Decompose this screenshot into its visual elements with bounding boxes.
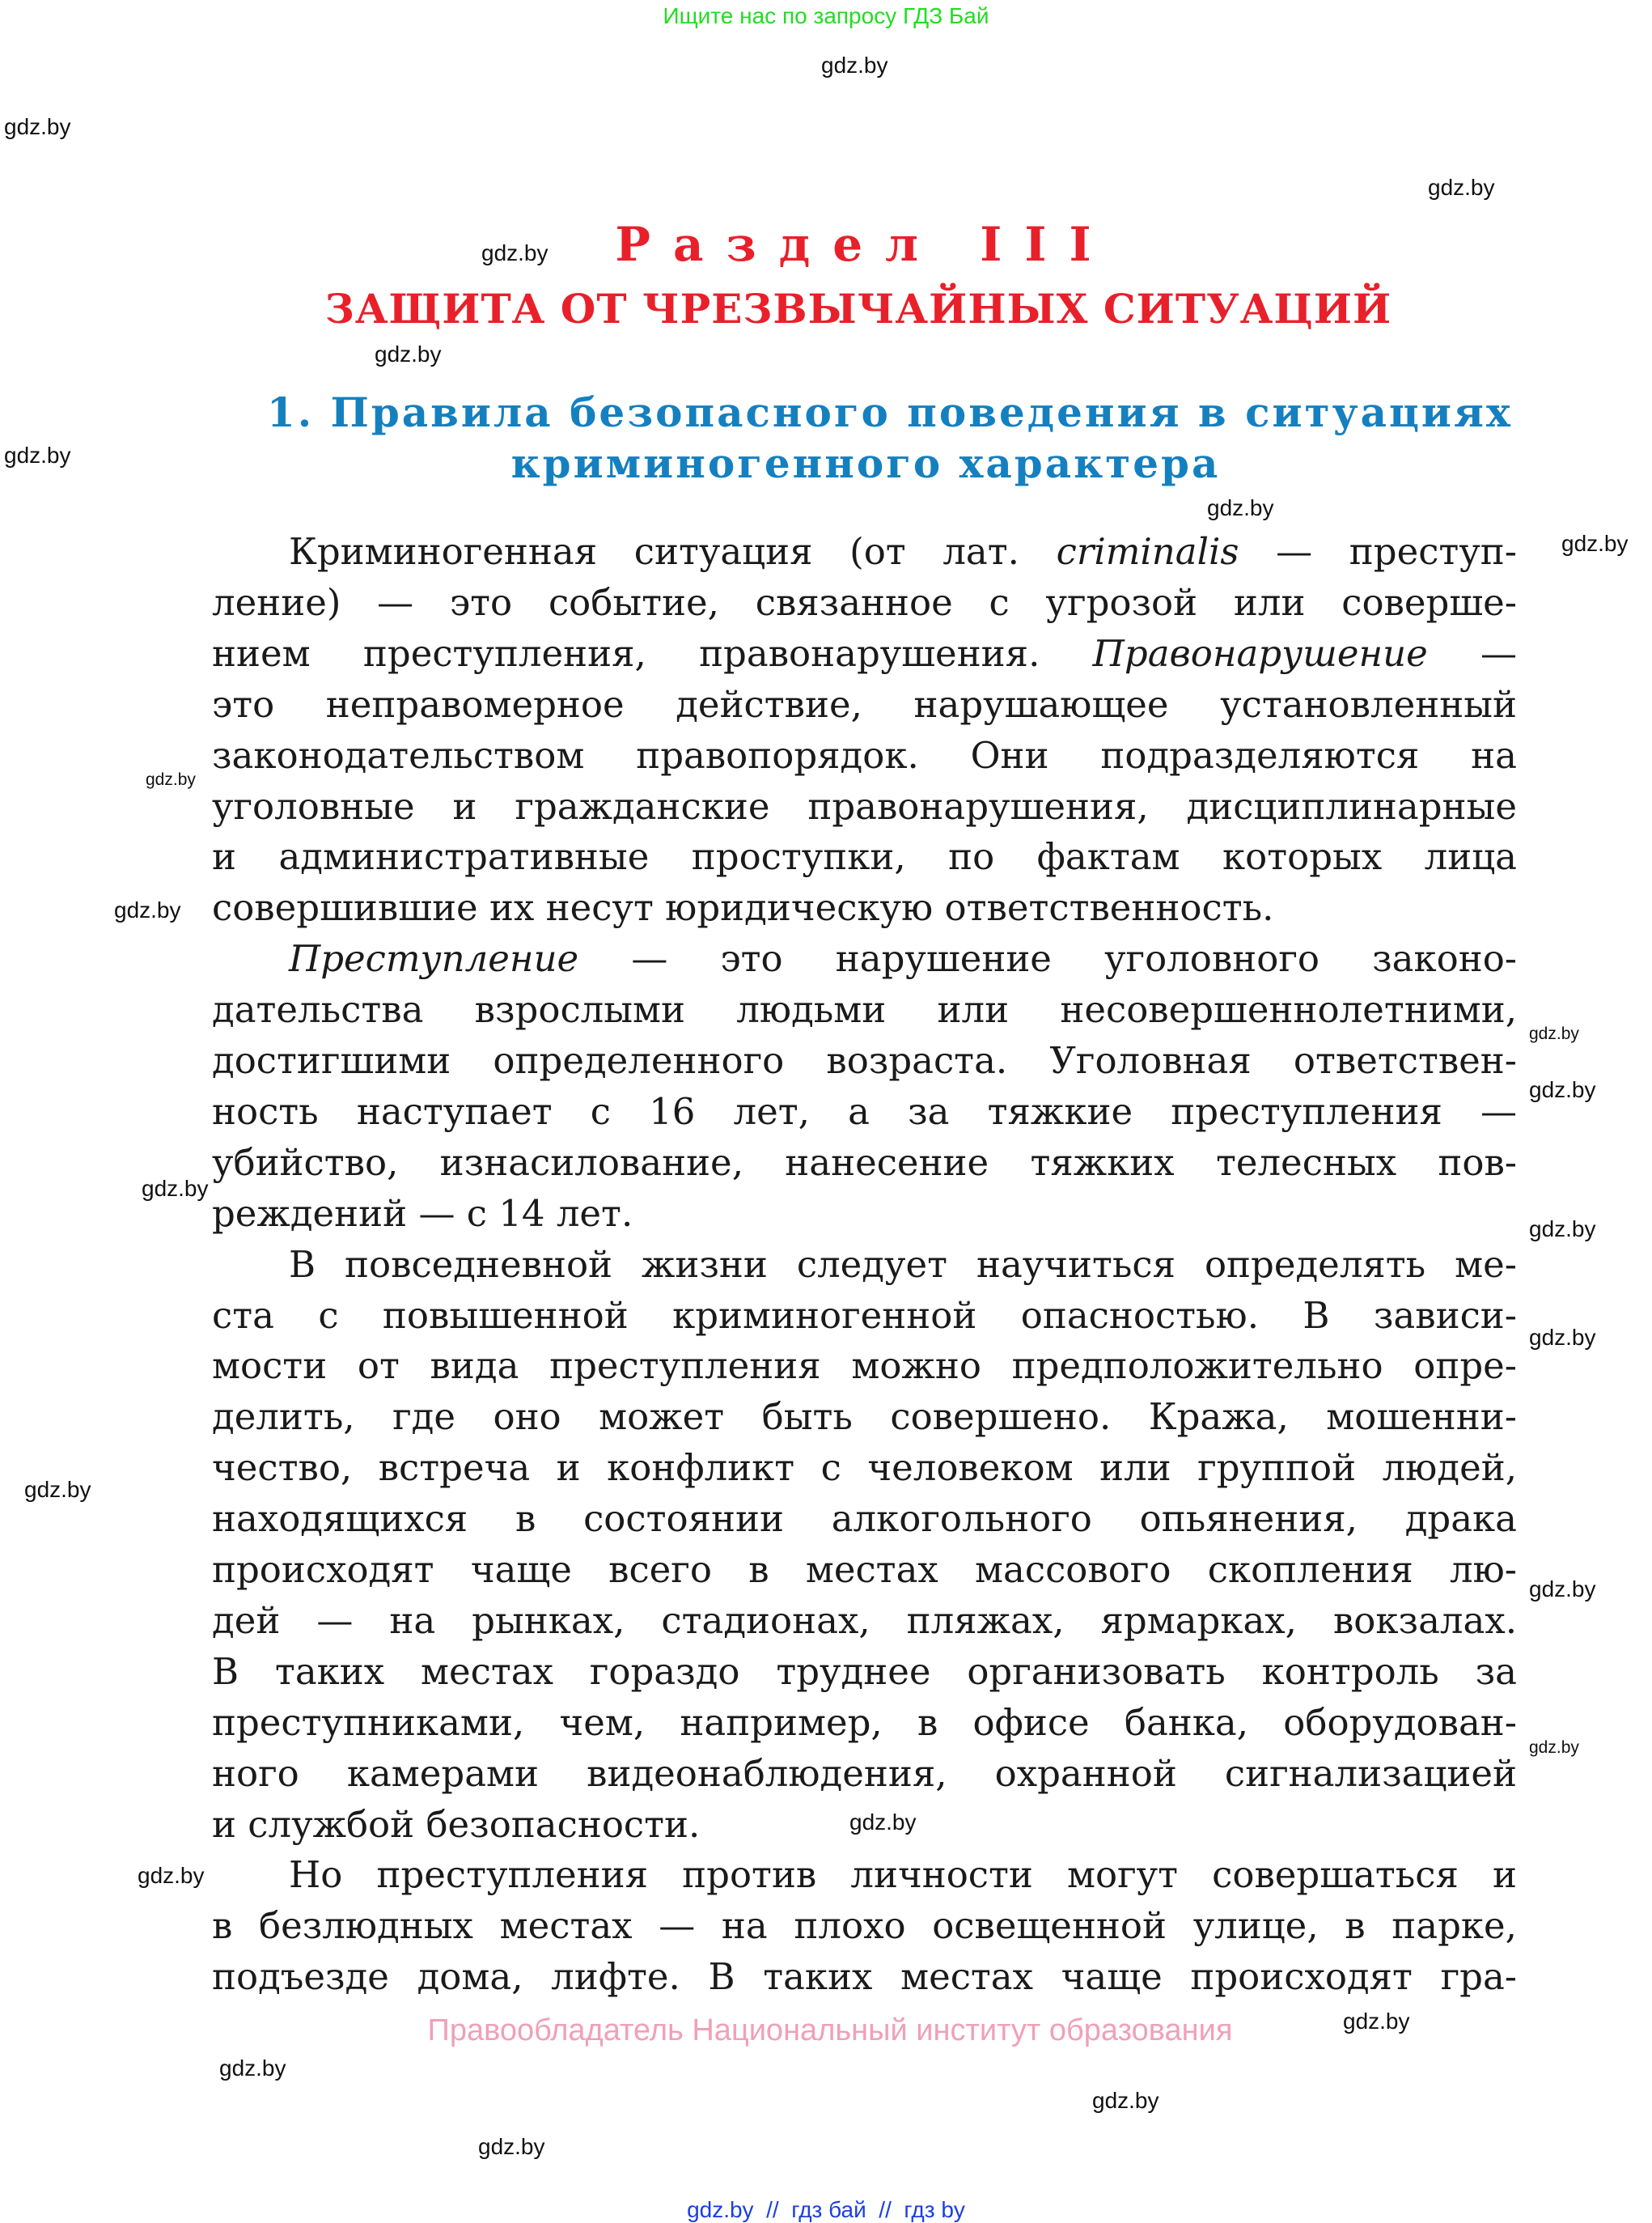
text-segment: убийство, изнасилование, нанесение тяжких телесных пов- xyxy=(212,1140,1517,1184)
text-segment: достигшими определенного возраста. Уголовная ответствен- xyxy=(212,1039,1517,1082)
watermark: gdz.by xyxy=(1529,1325,1596,1350)
text-line xyxy=(212,1748,1517,1799)
text-segment: мости от вида преступления можно предположительно опре- xyxy=(212,1344,1517,1388)
italic-term: Преступление xyxy=(289,937,579,981)
text-line xyxy=(212,1493,1517,1544)
text-segment: и службой безопасности. xyxy=(212,1802,701,1846)
watermark: gdz.by xyxy=(1529,1738,1579,1757)
watermark: gdz.by xyxy=(821,53,888,78)
text-segment: — преступ- xyxy=(1239,530,1517,573)
text-line xyxy=(212,679,1517,730)
text-line xyxy=(212,1391,1517,1442)
section-label: Раздел III xyxy=(615,217,1114,272)
text-segment: уголовные и гражданские правонарушения, дисциплинарные xyxy=(212,784,1517,828)
text-line xyxy=(212,1951,1517,2002)
text-segment: ного камерами видеонаблюдения, охранной сигнализацией xyxy=(212,1751,1517,1795)
watermark: gdz.by xyxy=(1529,1216,1596,1241)
text-segment: Но преступления против личности могут совершаться и xyxy=(289,1853,1517,1897)
watermark: gdz.by xyxy=(478,2134,545,2159)
text-segment: чество, встреча и конфликт с человеком или группой людей, xyxy=(212,1446,1517,1490)
text-line xyxy=(212,1035,1517,1086)
text-line xyxy=(212,1900,1517,1951)
text-line xyxy=(212,577,1517,628)
text-segment: подъезде дома, лифте. В таких местах чаще происходят гра- xyxy=(212,1955,1517,1999)
text-segment: Криминогенная ситуация (от лат. xyxy=(289,530,1057,573)
text-segment: находящихся в состоянии алкогольного опьянения, драка xyxy=(212,1497,1517,1541)
text-segment: — это нарушение уголовного законо- xyxy=(578,937,1517,981)
watermark: gdz.by xyxy=(142,1176,209,1201)
watermark: gdz.by xyxy=(1428,175,1495,200)
text-segment: законодательством правопорядок. Они подразделяются на xyxy=(212,733,1517,777)
text-line xyxy=(212,1086,1517,1137)
text-segment: происходят чаще всего в местах массового скопления лю- xyxy=(212,1548,1517,1591)
watermark: gdz.by xyxy=(1207,495,1274,520)
watermark: gdz.by xyxy=(1343,2009,1410,2034)
text-line xyxy=(289,933,1517,984)
text-line xyxy=(212,1188,1517,1239)
text-segment: в безлюдных местах — на плохо освещенной улице, в парке, xyxy=(212,1904,1517,1948)
text-line xyxy=(212,1290,1517,1341)
watermark: gdz.by xyxy=(146,770,196,789)
watermark: gdz.by xyxy=(219,2055,286,2081)
watermark: gdz.by xyxy=(849,1809,917,1835)
text-segment: делить, где оно может быть совершено. Кража, мошенни- xyxy=(212,1395,1517,1439)
text-line xyxy=(289,526,1517,577)
watermark: gdz.by xyxy=(481,240,549,265)
text-line xyxy=(212,1544,1517,1595)
text-line xyxy=(212,1646,1517,1697)
text-line xyxy=(212,730,1517,781)
section-title: ЗАЩИТА ОТ ЧРЕЗВЫЧАЙНЫХ СИТУАЦИЙ xyxy=(324,285,1392,333)
italic-term: criminalis xyxy=(1056,530,1239,573)
text-line xyxy=(212,781,1517,832)
text-line xyxy=(212,984,1517,1035)
text-line xyxy=(289,1849,1517,1900)
text-segment: это неправомерное действие, нарушающее установленный xyxy=(212,682,1517,726)
watermark: gdz.by xyxy=(1561,531,1629,556)
watermark: gdz.by xyxy=(114,897,181,923)
copyright-notice: Правообладатель Национальный институт образования xyxy=(427,2013,1233,2047)
watermark: gdz.by xyxy=(375,342,442,367)
text-segment: дей — на рынках, стадионах, пляжах, ярмарках, вокзалах. xyxy=(212,1598,1517,1642)
watermark: gdz.by xyxy=(1529,1077,1596,1102)
search-hint-banner: Ищите нас по запросу ГДЗ Бай xyxy=(663,3,989,28)
text-line xyxy=(212,882,1517,933)
text-segment: совершившие их несут юридическую ответственность. xyxy=(212,886,1274,930)
footer-links[interactable]: gdz.by // гдз бай // гдз by xyxy=(687,2197,965,2222)
text-segment: В таких местах гораздо труднее организовать контроль за xyxy=(212,1649,1517,1693)
text-segment: дательства взрослыми людьми или несовершеннолетними, xyxy=(212,988,1517,1032)
text-line xyxy=(289,1239,1517,1290)
watermark: gdz.by xyxy=(138,1863,205,1888)
text-segment: — xyxy=(1427,631,1517,675)
text-segment: преступниками, чем, например, в офисе банка, оборудован- xyxy=(212,1700,1517,1744)
text-line xyxy=(212,1442,1517,1493)
text-line xyxy=(212,628,1517,679)
text-segment: и административные проступки, по фактам которых лица xyxy=(212,835,1517,879)
watermark: gdz.by xyxy=(4,114,71,139)
watermark: gdz.by xyxy=(1092,2088,1159,2113)
text-line xyxy=(212,1340,1517,1391)
text-segment: реждений — с 14 лет. xyxy=(212,1191,633,1235)
text-line xyxy=(212,1595,1517,1646)
text-line xyxy=(212,1697,1517,1748)
text-segment: ление) — это событие, связанное с угрозой или соверше- xyxy=(212,580,1517,624)
watermark: gdz.by xyxy=(4,443,71,468)
text-line xyxy=(212,831,1517,882)
text-segment: ста с повышенной криминогенной опасностью. В зависи- xyxy=(212,1293,1517,1337)
chapter-title-line-2: криминогенного характера xyxy=(510,439,1221,487)
italic-term: Правонарушение xyxy=(1092,631,1428,675)
text-segment: ность наступает с 16 лет, а за тяжкие преступления — xyxy=(212,1089,1517,1133)
text-segment: нием преступления, правонарушения. xyxy=(212,631,1093,675)
chapter-title-line-1: 1. Правила безопасного поведения в ситуациях xyxy=(267,388,1513,436)
text-line xyxy=(212,1137,1517,1188)
watermark: gdz.by xyxy=(1529,1025,1579,1043)
text-segment: В повседневной жизни следует научиться определять ме- xyxy=(289,1242,1517,1286)
watermark: gdz.by xyxy=(24,1477,91,1502)
watermark: gdz.by xyxy=(1529,1576,1596,1601)
